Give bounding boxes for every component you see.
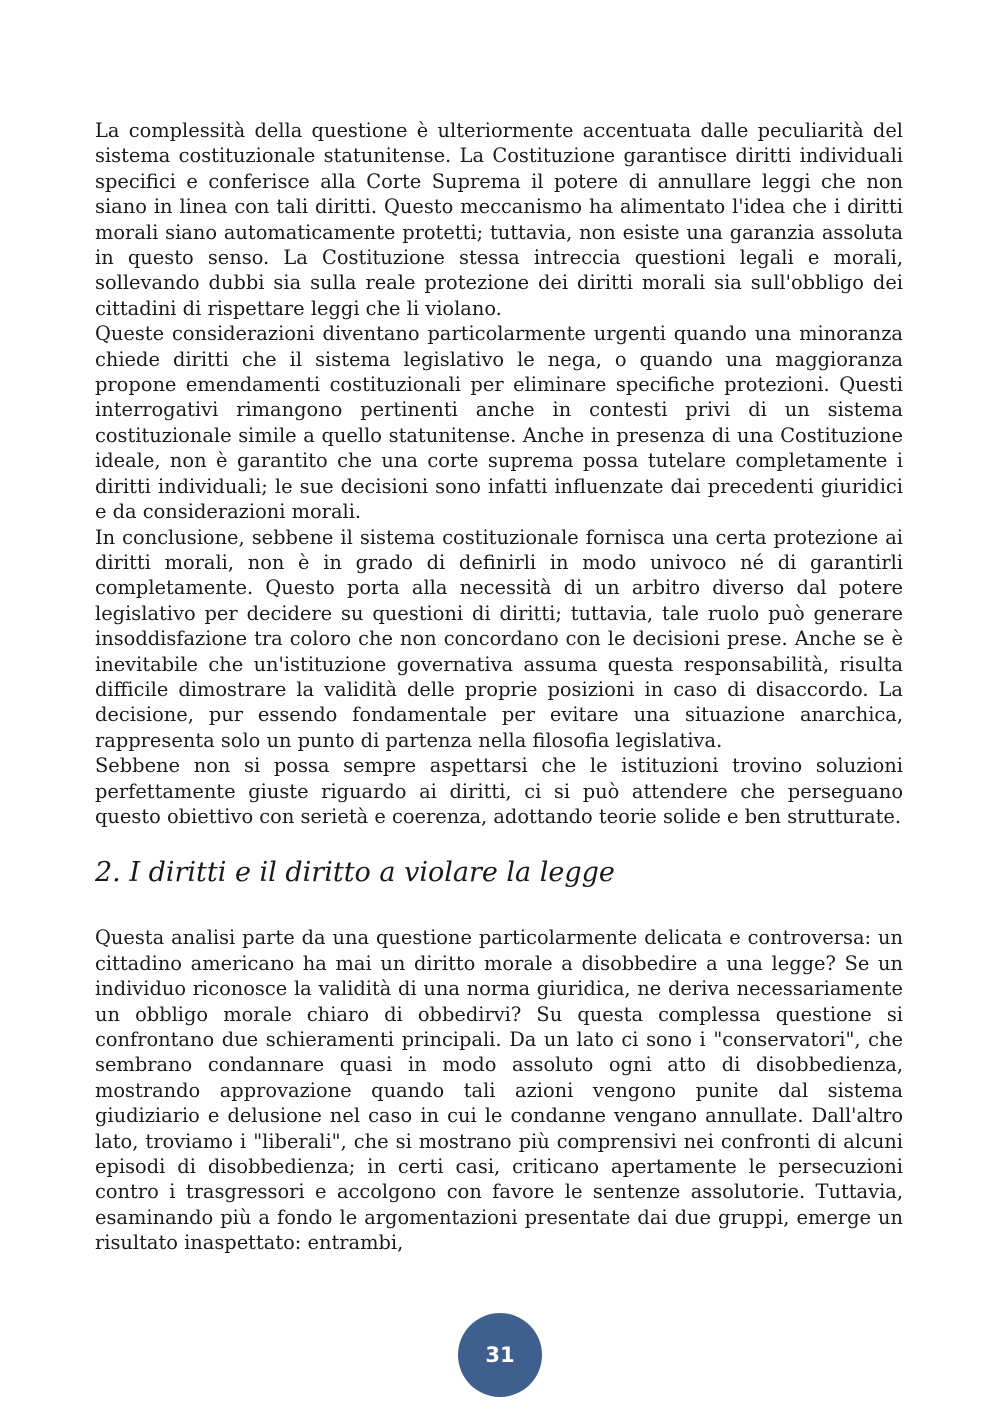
body-paragraph-3: In conclusione, sebbene il sistema costituzionale fornisca una certa protezione ai diritti morali, non è in grado di definirli in modo univoco né di garantirli completamente. Questo porta alla necessità di un arbitro diverso dal potere legislativo per decidere su questioni di diritti; tuttavia, tale ruolo può generare insoddisfazione tra coloro che non concordano con le decisioni prese. Anche se è inevitabile che un'istituzione governativa assuma questa responsabilità, risulta difficile dimostrare la validità delle proprie posizioni in caso di disaccordo. La decisione, pur essendo fondamentale per evitare una situazione anarchica, rappresenta solo un punto di partenza nella filosofia legislativa. <box>95 525 903 752</box>
page-body <box>95 118 903 1256</box>
section-heading: 2. I diritti e il diritto a violare la legge <box>95 857 615 889</box>
page-number-badge: 31 <box>458 1313 542 1397</box>
body-paragraph-5: Questa analisi parte da una questione particolarmente delicata e controversa: un cittadino americano ha mai un diritto morale a disobbedire a una legge? Se un individuo riconosce la validità di una norma giuridica, ne deriva necessariamente un obbligo morale chiaro di obbedirvi? Su questa complessa questione si confrontano due schieramenti principali. Da un lato ci sono i "conservatori", che sembrano condannare quasi in modo assoluto ogni atto di disobbedienza, mostrando approvazione quando tali azioni vengono punite dal sistema giudiziario e delusione nel caso in cui le condanne vengano annullate. Dall'altro lato, troviamo i "liberali", che si mostrano più comprensivi nei confronti di alcuni episodi di disobbedienza; in certi casi, criticano apertamente le persecuzioni contro i trasgressori e accolgono con favore le sentenze assolutorie. Tuttavia, esaminando più a fondo le argomentazioni presentate dai due gruppi, emerge un risultato inaspettato: entrambi, <box>95 926 903 1255</box>
body-paragraph-4: Sebbene non si possa sempre aspettarsi che le istituzioni trovino soluzioni perfettamente giuste riguardo ai diritti, ci si può attendere che perseguano questo obiettivo con serietà e coerenza, adottando teorie solide e ben strutturate. <box>95 754 903 828</box>
body-paragraph-2: Queste considerazioni diventano particolarmente urgenti quando una minoranza chiede diritti che il sistema legislativo le nega, o quando una maggioranza propone emendamenti costituzionali per eliminare specifiche protezioni. Questi interrogativi rimangono pertinenti anche in contesti privi di un sistema costituzionale simile a quello statunitense. Anche in presenza di una Costituzione ideale, non è garantito che una corte suprema possa tutelare completamente i diritti individuali; le sue decisioni sono infatti influenzate dai precedenti giuridici e da considerazioni morali. <box>95 322 903 524</box>
body-paragraph-1: La complessità della questione è ulteriormente accentuata dalle peculiarità del sistema costituzionale statunitense. La Costituzione garantisce diritti individuali specifici e conferisce alla Corte Suprema il potere di annullare leggi che non siano in linea con tali diritti. Questo meccanismo ha alimentato l'idea che i diritti morali siano automaticamente protetti; tuttavia, non esiste una garanzia assoluta in questo senso. La Costituzione stessa intreccia questioni legali e morali, sollevando dubbi sia sulla reale protezione dei diritti morali sia sull'obbligo dei cittadini di rispettare leggi che li violano. <box>95 119 903 320</box>
